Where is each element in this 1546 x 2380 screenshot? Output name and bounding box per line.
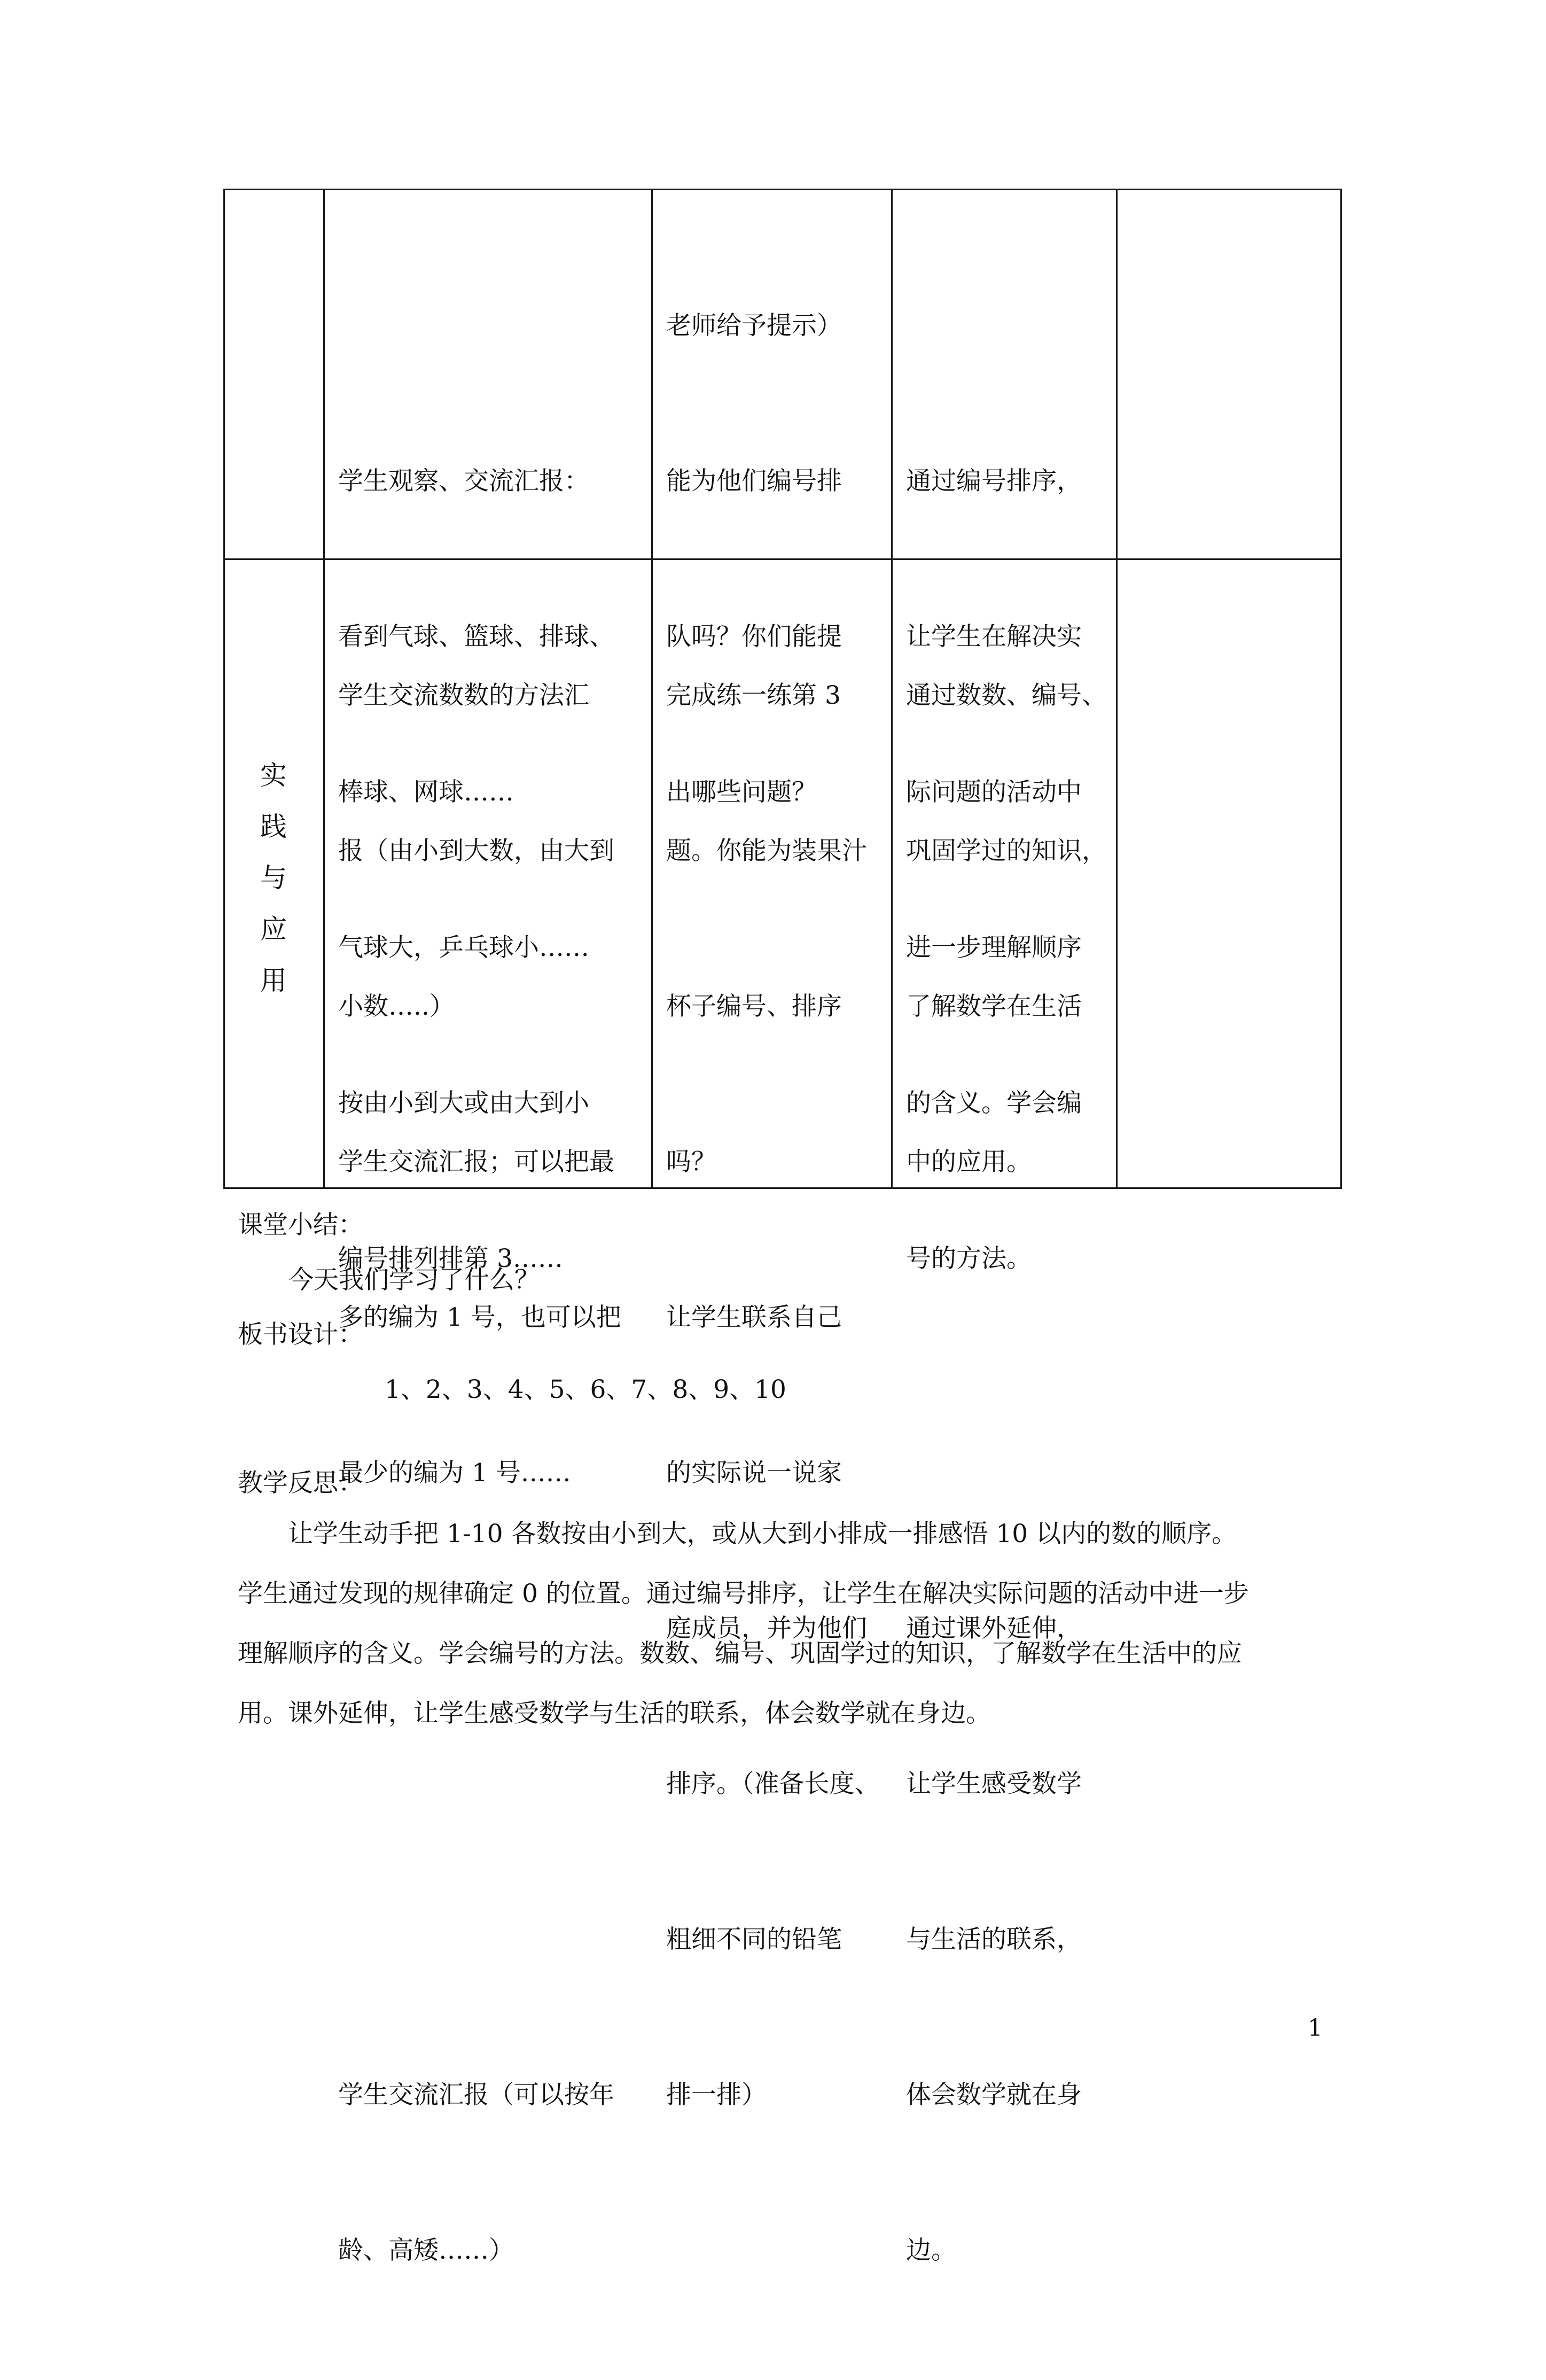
text-line: 老师给予提示）	[666, 311, 842, 340]
text-line: 中的应用。	[906, 1147, 1032, 1177]
text-line: 多的编为 1 号，也可以把	[338, 1303, 621, 1332]
label-char: 实	[260, 760, 287, 791]
text-line: 排一排）	[666, 2080, 767, 2110]
page-number: 1	[1308, 2015, 1323, 2042]
text-line: 让学生在解决实	[906, 622, 1082, 651]
row2-design-intent	[906, 566, 1107, 2380]
text-line: 的实际说一说家	[666, 1458, 842, 1488]
text-line: 出哪些问题？	[666, 777, 817, 807]
text-line	[906, 1447, 1107, 1499]
label-char: 应	[260, 914, 287, 945]
text-line	[906, 1292, 1107, 1343]
text-line: 完成练一练第 3	[666, 681, 841, 710]
table-col-divider-1	[323, 189, 325, 1189]
text-line: 的含义。学会编	[906, 1088, 1082, 1118]
text-line: 粗细不同的铅笔	[666, 1925, 842, 1954]
text-line: 号的方法。	[906, 1244, 1032, 1273]
table-border-left	[223, 189, 225, 1189]
text-line: 吗？	[666, 1147, 716, 1177]
text-line	[338, 1758, 621, 1810]
row2-stage-label	[247, 750, 300, 1006]
text-line: 让学生联系自己	[666, 1303, 842, 1332]
reflection-paragraph	[238, 1504, 1333, 1744]
text-line	[906, 300, 1082, 352]
text-line: 体会数学就在身	[906, 2080, 1082, 2110]
text-line: 与生活的联系，	[906, 1925, 1082, 1954]
text-line: 编号排列排第 3……	[338, 1244, 563, 1273]
text-line: 通过数数、编号、	[906, 681, 1107, 710]
board-number-sequence: 1、2、3、4、5、6、7、8、9、10	[385, 1375, 786, 1404]
table-col-divider-4	[1116, 189, 1118, 1189]
text-line: 学生观察、交流汇报：	[338, 466, 589, 496]
text-line: 小数…..）	[338, 992, 455, 1021]
table-col-divider-2	[651, 189, 653, 1189]
text-line: 巩固学过的知识，	[906, 836, 1107, 866]
text-line: 际问题的活动中	[906, 777, 1082, 807]
text-line: 按由小到大或由大到小	[338, 1088, 589, 1118]
text-line: 看到气球、篮球、排球、	[338, 622, 614, 651]
text-line: 了解数学在生活	[906, 992, 1082, 1021]
label-char: 践	[260, 811, 287, 842]
text-line: 题。你能为装果汁	[666, 836, 867, 866]
text-line: 学生交流数数的方法汇	[338, 681, 589, 710]
board-design-heading: 板书设计：	[238, 1320, 363, 1349]
table-col-divider-3	[891, 189, 893, 1189]
paragraph-line: 理解顺序的含义。学会编号的方法。数数、编号、巩固学过的知识，了解数学在生活中的应	[238, 1639, 1242, 1668]
paragraph-line: 学生通过发现的规律确定 0 的位置。通过编号排序，让学生在解决实际问题的活动中进一步	[238, 1579, 1249, 1608]
text-line: 排序。（准备长度、	[666, 1769, 880, 1799]
text-line: 气球大，乒乓球小……	[338, 933, 589, 962]
label-char: 与	[260, 862, 287, 893]
row2-student-activity	[338, 566, 621, 2380]
text-line: 学生交流汇报（可以按年	[338, 2080, 614, 2110]
paragraph-line: 让学生动手把 1-10 各数按由小到大，或从大到小排成一排感悟 10 以内的数的顺序。	[288, 1519, 1237, 1549]
text-line: 龄、高矮……）	[338, 2236, 514, 2265]
text-line: 通过编号排序，	[906, 466, 1082, 496]
reflection-heading: 教学反思：	[238, 1468, 363, 1498]
text-line: 报（由小到大数，由大到	[338, 836, 614, 866]
text-line: 庭成员，并为他们	[666, 1614, 867, 1643]
text-line: 最少的编为 1 号……	[338, 1458, 571, 1488]
text-line	[338, 300, 614, 352]
text-line: 学生交流汇报；可以把最	[338, 1147, 614, 1177]
text-line: 边。	[906, 2236, 956, 2265]
text-line: 队吗？你们能提	[666, 622, 842, 651]
summary-heading: 课堂小结：	[238, 1210, 363, 1240]
text-line: 能为他们编号排	[666, 466, 842, 496]
table-border-right	[1340, 189, 1342, 1189]
text-line: 棒球、网球……	[338, 777, 514, 807]
text-line	[338, 1914, 621, 1965]
text-line: 杯子编号、排序	[666, 992, 842, 1021]
text-line: 通过课外延伸，	[906, 1614, 1082, 1643]
table-border-top	[223, 189, 1342, 190]
paragraph-line: 用。课外延伸，让学生感受数学与生活的联系，体会数学就在身边。	[238, 1699, 991, 1728]
label-char: 用	[260, 965, 287, 996]
text-line: 让学生感受数学	[906, 1769, 1082, 1799]
summary-question: 今天我们学习了什么？	[288, 1265, 540, 1295]
text-line: 进一步理解顺序	[906, 933, 1082, 962]
